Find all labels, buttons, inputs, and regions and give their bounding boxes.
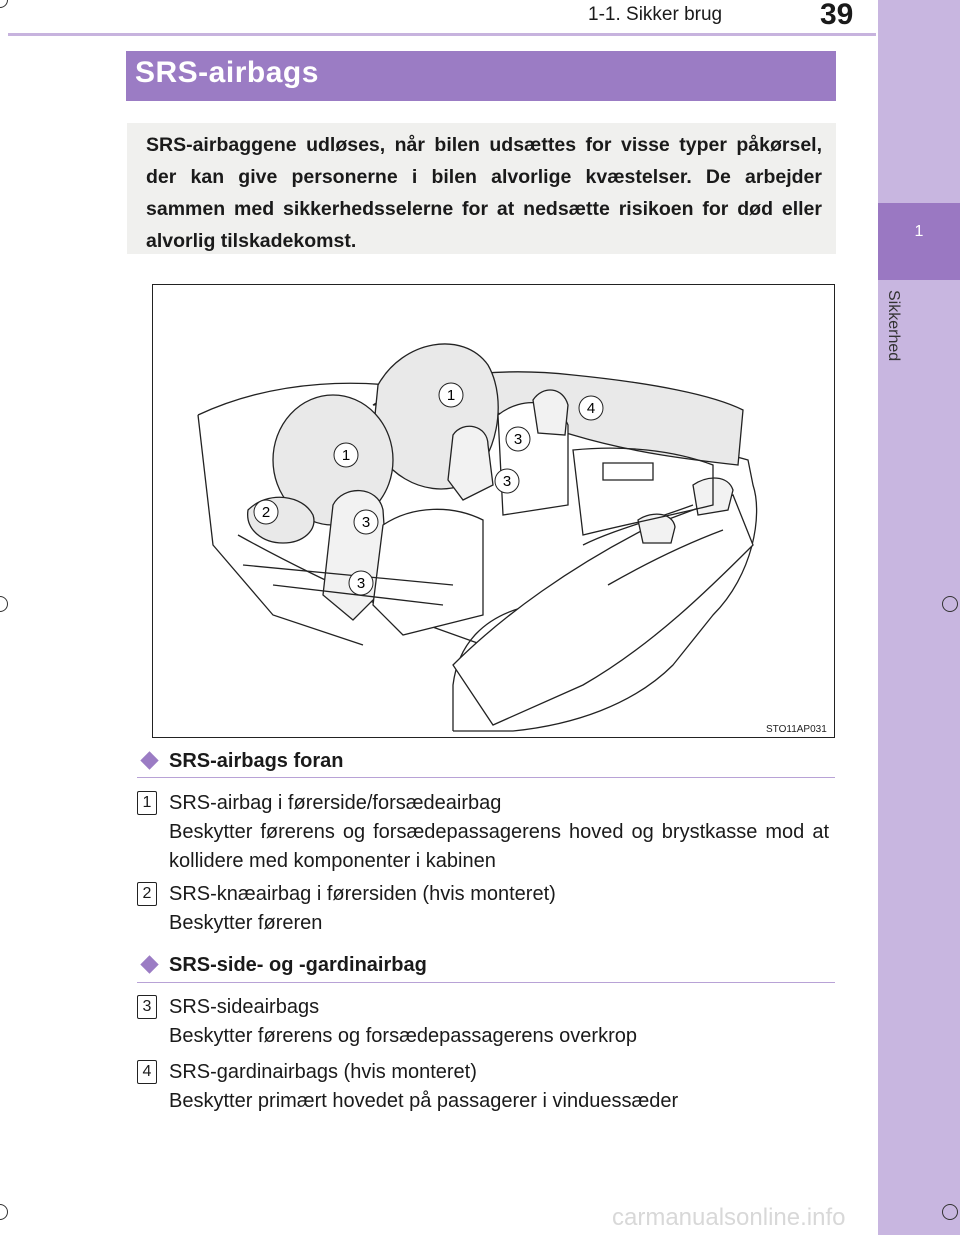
intro-text: SRS-airbaggene udløses, når bilen udsættes for visse typer påkørsel, der kan give personerne i bilen alvorlige kvæstelser. De arbejder sammen med sikkerhedsselerne for at nedsætte risikoen for død eller alvorlig tilskadekomst. [146,134,822,252]
item-description: Beskytter førerens og forsædepassagerens overkrop [169,1025,637,1047]
callout-label: 1 [446,387,456,404]
item-title: SRS-sideairbags [169,996,320,1018]
item-description: Beskytter primært hovedet på passagerer i vinduessæder [169,1090,679,1112]
diamond-bullet-icon [140,955,158,973]
crop-mark-icon [942,596,958,612]
running-header-title: 1-1. Sikker brug [588,4,723,25]
subheading-front-airbags: SRS-airbags foran [169,750,344,772]
item-number-badge: 1 [137,791,157,815]
page-number: 39 [820,0,854,31]
crop-mark-icon [0,0,8,8]
item-number-badge: 3 [137,995,157,1019]
callout-label: 3 [502,473,512,490]
callout-1-passenger [439,383,463,407]
chapter-number: 1 [914,223,924,240]
callout-label: 2 [261,504,271,521]
callout-label: 1 [341,447,351,464]
chapter-label: Sikkerhed [885,290,902,362]
header-rule [8,33,876,36]
callout-3-passenger-lower [495,469,519,493]
callout-3-passenger-side [506,427,530,451]
subheading-side-curtain-airbags: SRS-side- og -gardinairbag [169,954,427,976]
callout-label: 3 [513,431,523,448]
callout-3-driver-side [354,510,378,534]
callout-1-driver [334,443,358,467]
section-title: SRS-airbags [135,56,319,89]
subheading-rule [137,982,835,983]
callout-3-driver-lower [349,571,373,595]
callout-2-knee [254,500,278,524]
subheading-rule [137,777,835,778]
crop-mark-icon [0,596,8,612]
chapter-side-tab [878,0,960,1235]
crop-mark-icon [942,1204,958,1220]
crop-mark-icon [0,1204,8,1220]
callout-label: 4 [586,400,596,417]
chapter-side-tab-active [878,203,960,280]
item-number-badge: 4 [137,1060,157,1084]
callout-4-curtain [579,396,603,420]
callout-label: 3 [356,575,366,592]
item-title: SRS-airbag i førerside/forsædeairbag [169,792,502,814]
item-description: Beskytter førerens og forsædepassagerens hoved og brystkasse mod at kollidere med komponenter i kabinen [169,821,829,872]
airbag-illustration [152,284,835,738]
item-title: SRS-gardinairbags (hvis monteret) [169,1061,477,1083]
callout-label: 3 [361,514,371,531]
figure-code: STO11AP031 [766,724,827,735]
item-description: Beskytter føreren [169,912,323,934]
diamond-bullet-icon [140,751,158,769]
car-interior-drawing [153,285,833,736]
item-title: SRS-knæairbag i førersiden (hvis monteret) [169,883,556,905]
item-number-badge: 2 [137,882,157,906]
watermark: carmanualsonline.info [612,1204,846,1231]
